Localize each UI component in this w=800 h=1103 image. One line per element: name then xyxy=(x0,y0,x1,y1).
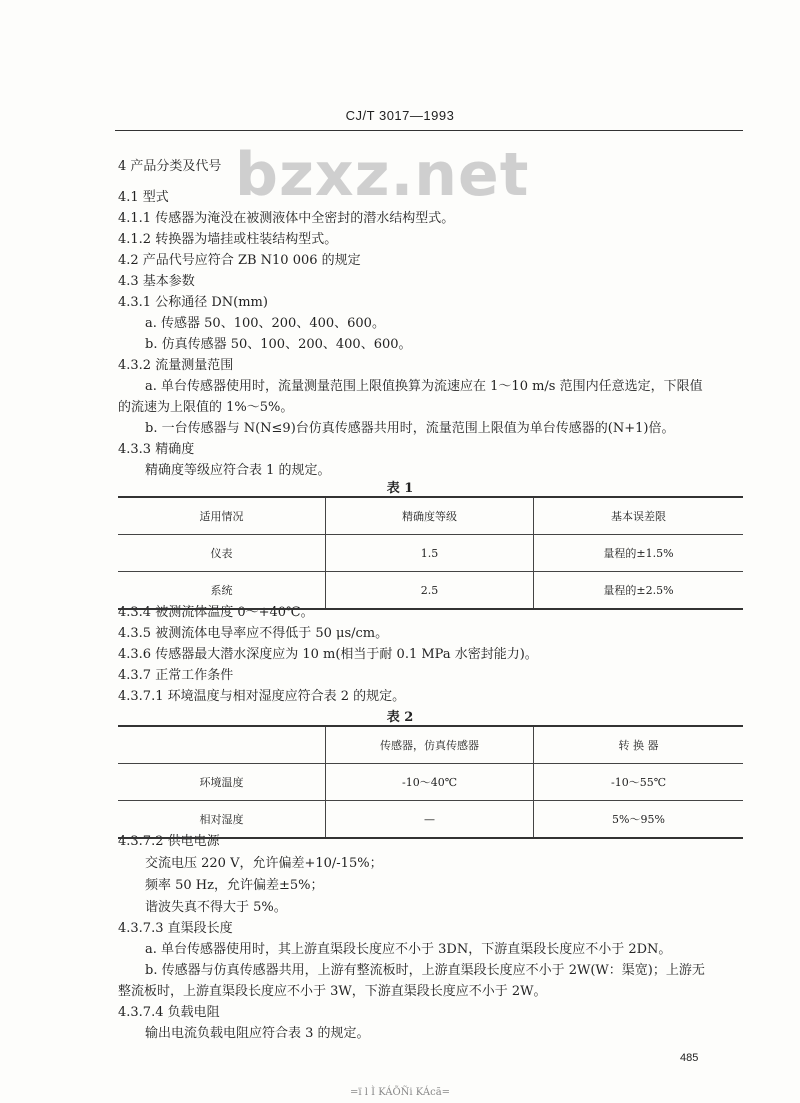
header-rule xyxy=(115,130,743,131)
text-line: 4.1.1 传感器为淹没在被测液体中全密封的潜水结构型式。 xyxy=(118,211,455,226)
text-line: 4.1.2 转换器为墙挂或柱装结构型式。 xyxy=(118,232,338,247)
table-cell: 量程的±2.5% xyxy=(534,572,744,610)
text-line: 4.3.3 精确度 xyxy=(118,442,195,457)
text-line: 频率 50 Hz，允许偏差±5%； xyxy=(145,878,324,893)
text-line: a. 传感器 50、100、200、400、600。 xyxy=(145,316,385,331)
text-line: 4.1 型式 xyxy=(118,190,169,205)
text-line: 4 产品分类及代号 xyxy=(118,159,222,174)
text-line: 4.3.7.1 环境温度与相对湿度应符合表 2 的规定。 xyxy=(118,689,406,704)
table-header-cell xyxy=(118,726,326,764)
text-line: 输出电流负载电阻应符合表 3 的规定。 xyxy=(145,1026,370,1041)
table-cell: 量程的±1.5% xyxy=(534,535,744,572)
table-row xyxy=(118,572,743,610)
text-line: 精确度等级应符合表 1 的规定。 xyxy=(145,463,331,478)
text-line: 整流板时，上游直渠段长度应不小于 3W，下游直渠段长度应不小于 2W。 xyxy=(118,984,547,999)
table-cell: -10～40℃ xyxy=(326,764,534,801)
text-line: 4.3.4 被测流体温度 0～+40℃。 xyxy=(118,605,314,620)
table-header-cell: 基本误差限 xyxy=(534,497,744,535)
table2 xyxy=(118,725,743,839)
text-line: 交流电压 220 V，允许偏差+10/-15%； xyxy=(145,856,383,871)
text-line: b. 仿真传感器 50、100、200、400、600。 xyxy=(145,337,412,352)
table-cell: 5%～95% xyxy=(534,801,744,839)
text-line: 4.3.1 公称通径 DN(mm) xyxy=(118,295,268,310)
table1-caption: 表 1 xyxy=(386,481,414,496)
page-header: CJ/T 3017—1993 xyxy=(345,108,455,123)
table-cell: 2.5 xyxy=(326,572,534,610)
table-cell: 相对湿度 xyxy=(118,801,326,839)
table-cell: 1.5 xyxy=(326,535,534,572)
text-line: 4.2 产品代号应符合 ZB N10 006 的规定 xyxy=(118,253,361,268)
text-line: a. 单台传感器使用时，其上游直渠段长度应不小于 3DN，下游直渠段长度应不小于 2DN。 xyxy=(145,942,672,957)
table-cell: -10～55℃ xyxy=(534,764,744,801)
page-number: 485 xyxy=(680,1052,699,1064)
text-line: 4.3.6 传感器最大潜水深度应为 10 m(相当于耐 0.1 MPa 水密封能力)。 xyxy=(118,647,538,662)
text-line: b. 传感器与仿真传感器共用，上游有整流板时，上游直渠段长度应不小于 2W(W：渠宽)；上游无 xyxy=(145,963,705,978)
table-header-cell: 适用情况 xyxy=(118,497,326,535)
footer-text: =ï l Ì KÁÕÑi KÁcã= xyxy=(349,1087,451,1098)
watermark: bzxz.net xyxy=(235,140,530,210)
table1 xyxy=(118,496,743,610)
table-header-row xyxy=(118,726,743,764)
text-line: 的流速为上限值的 1%～5%。 xyxy=(118,400,294,415)
text-line: 4.3.5 被测流体电导率应不得低于 50 μs/cm。 xyxy=(118,626,389,641)
table-cell: 环境温度 xyxy=(118,764,326,801)
text-line: 4.3.7 正常工作条件 xyxy=(118,668,234,683)
text-line: 谐波失真不得大于 5%。 xyxy=(145,900,287,915)
text-line: 4.3.2 流量测量范围 xyxy=(118,358,234,373)
text-line: 4.3.7.3 直渠段长度 xyxy=(118,921,233,936)
text-line: 4.3 基本参数 xyxy=(118,274,195,289)
table-row xyxy=(118,801,743,839)
table-header-cell: 精确度等级 xyxy=(326,497,534,535)
table-header-cell: 传感器，仿真传感器 xyxy=(326,726,534,764)
table-cell: 仪表 xyxy=(118,535,326,572)
table-header-row xyxy=(118,497,743,535)
table-cell: 系统 xyxy=(118,572,326,610)
table-row xyxy=(118,764,743,801)
text-line: 4.3.7.4 负载电阻 xyxy=(118,1005,220,1020)
table-header-cell: 转 换 器 xyxy=(534,726,744,764)
text-line: b. 一台传感器与 N(N≤9)台仿真传感器共用时，流量范围上限值为单台传感器的(N+1)倍。 xyxy=(145,421,675,436)
table-row xyxy=(118,535,743,572)
table-cell: — xyxy=(326,801,534,839)
table2-caption: 表 2 xyxy=(386,710,414,725)
text-line: 4.3.7.2 供电电源 xyxy=(118,834,220,849)
text-line: a. 单台传感器使用时，流量测量范围上限值换算为流速应在 1～10 m/s 范围内任意选定，下限值 xyxy=(145,379,703,394)
